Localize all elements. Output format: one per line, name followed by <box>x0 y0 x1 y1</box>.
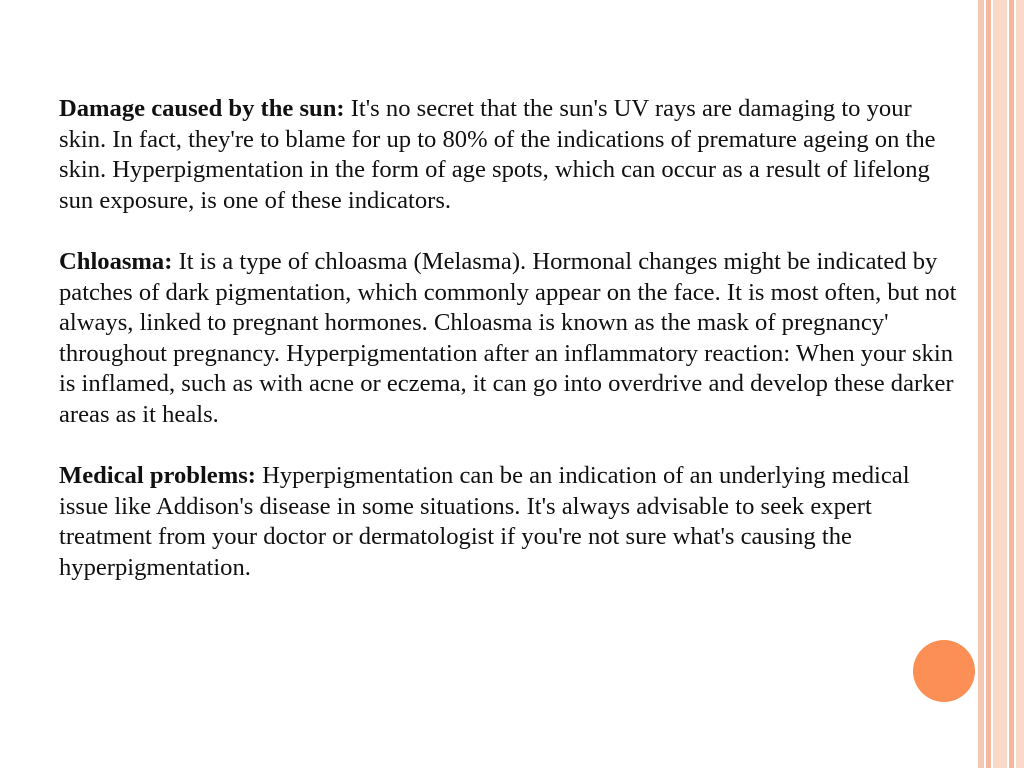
paragraph-text: It is a type of chloasma (Melasma). Hormonal changes might be indicated by patches of dark pigmentation, which commonly appear on the face. It is most often, but not always, linked to pregnant hormones. Chloasma is known as the mask of pregnancy' throughout pregnancy. Hyperpigmentation after an inflammatory reaction: When your skin is inflamed, such as with acne or eczema, it can go into overdrive and develop these darker areas as it heals. <box>59 247 957 428</box>
decorative-stripe <box>993 0 1007 768</box>
decorative-stripe <box>1009 0 1014 768</box>
accent-circle <box>913 640 975 702</box>
paragraph-heading: Medical problems: <box>59 462 256 490</box>
decorative-stripe <box>1016 0 1024 768</box>
decorative-stripe <box>978 0 984 768</box>
paragraph-chloasma <box>59 247 959 431</box>
paragraph-heading: Damage caused by the sun: <box>59 95 345 122</box>
decorative-stripe <box>986 0 991 768</box>
slide-body <box>59 94 959 614</box>
paragraph-medical-problems <box>59 461 959 583</box>
paragraph-sun-damage <box>59 94 959 216</box>
paragraph-heading: Chloasma: <box>59 247 173 275</box>
paragraph-text: Hyperpigmentation can be an indication of an underlying medical issue like Addison's disease in some situations. It's always advisable to seek expert treatment from your doctor or dermatologist if you're not sure what's causing the hyperpigmentation. <box>59 462 910 581</box>
paragraph-text: It's no secret that the sun's UV rays are damaging to your skin. In fact, they're to blame for up to 80% of the indications of premature ageing on the skin. Hyperpigmentation in the form of age spots, which can occur as a result of lifelong sun exposure, is one of these indicators. <box>59 95 936 214</box>
